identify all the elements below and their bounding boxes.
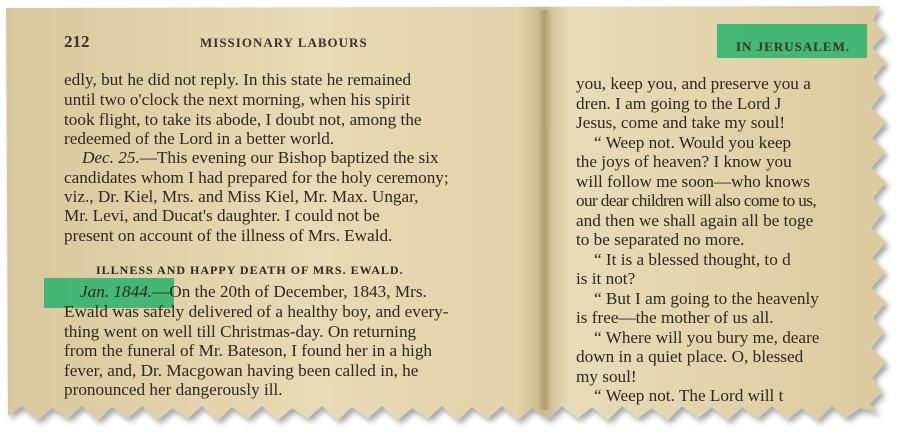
- text-line: edly, but he did not reply. In this state he remained: [64, 70, 412, 89]
- running-head-right: IN JERUSALEM.: [736, 39, 851, 54]
- text-line: is free—the mother of us all.: [576, 308, 774, 327]
- section-date: Jan. 1844.: [80, 282, 153, 301]
- text-line: the joys of heaven? I know you: [576, 152, 792, 171]
- text-line: and then we shall again all be toge: [576, 211, 814, 230]
- text-line: Mr. Levi, and Ducat's daughter. I could not be: [64, 206, 380, 225]
- text-line: thing went on well till Christmas-day. On returning: [64, 322, 417, 341]
- entry-text: —This evening our Bishop baptized the six: [139, 148, 439, 167]
- text-line: from the funeral of Mr. Bateson, I found her in a high: [64, 341, 433, 360]
- section-text: —On the 20th of December, 1843, Mrs.: [152, 282, 427, 301]
- text-line: fever, and, Dr. Macgowan having been called in, he: [64, 361, 419, 380]
- left-page: [20, 14, 540, 406]
- page-number: 212: [64, 32, 90, 51]
- text-line: viz., Dr. Kiel, Mrs. and Miss Kiel, Mr. Max. Ungar,: [64, 187, 419, 206]
- text-line: took flight, to take its abode, I doubt not, among the: [64, 110, 422, 129]
- text-line: dren. I am going to the Lord J: [576, 94, 782, 113]
- text-line: redeemed of the Lord in a better world.: [64, 129, 335, 148]
- section-heading: ILLNESS AND HAPPY DEATH OF MRS. EWALD.: [96, 263, 404, 277]
- text-line: is it not?: [576, 269, 636, 288]
- text-line: “ Weep not. Would you keep: [594, 133, 792, 152]
- text-line: “ Where will you bury me, deare: [594, 328, 820, 347]
- text-line: you, keep you, and preserve you a: [576, 74, 811, 93]
- text-line: “ Weep not. The Lord will t: [594, 386, 784, 405]
- section-first-line: [80, 282, 427, 302]
- diary-entry-first-line: [82, 148, 439, 168]
- text-line: until two o'clock the next morning, when his spirit: [64, 90, 411, 109]
- text-line: Ewald was safely delivered of a healthy boy, and every-: [64, 302, 449, 321]
- running-head-left: MISSIONARY LABOURS: [200, 35, 368, 50]
- right-page: [546, 14, 866, 406]
- entry-date: Dec. 25.: [82, 148, 140, 167]
- text-line: present on account of the illness of Mrs. Ewald.: [64, 226, 393, 245]
- text-line: to be separated no more.: [576, 230, 745, 249]
- text-line: “ But I am going to the heavenly: [594, 289, 819, 308]
- text-line: “ It is a blessed thought, to d: [594, 250, 791, 269]
- text-line: candidates whom I had prepared for the holy ceremony;: [64, 168, 449, 187]
- text-line: our dear children will also come to us,: [576, 191, 817, 210]
- text-line: my soul!: [576, 367, 637, 386]
- text-line: down in a quiet place. O, blessed: [576, 347, 804, 366]
- text-line: will follow me soon—who knows: [576, 172, 810, 191]
- text-line: Jesus, come and take my soul!: [576, 113, 786, 132]
- text-line: pronounced her dangerously ill.: [64, 380, 283, 399]
